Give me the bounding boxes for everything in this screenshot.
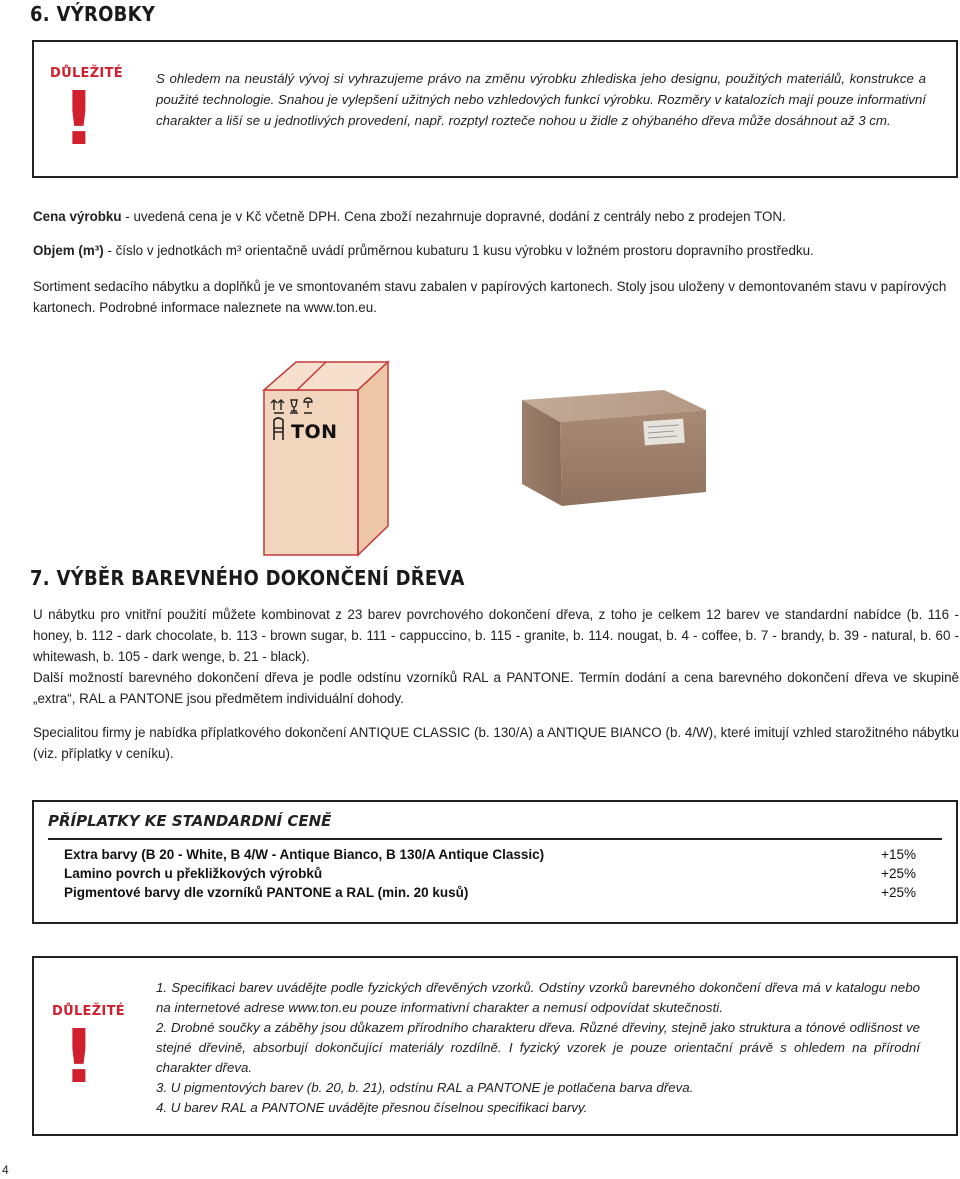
- surcharge-value: +25%: [881, 866, 916, 881]
- important-notice-1: [32, 40, 958, 178]
- wood-finish-paragraph-1: U nábytku pro vnitřní použití můžete kombinovat z 23 barev povrchového dokončení dřeva, z toho je celkem 12 barev ve standardní nabídce (b. 116 - honey, b. 112 - dark chocolate, b. 113 - brown sugar, b. 111 - cappuccino, b. 115 - granite, b. 114. nougat, b. 4 - coffee, b. 7 - brandy, b. 39 - natural, b. 60 - whitewash, b. 105 - dark wenge, b. 21 - black).: [33, 607, 959, 664]
- ton-box-illustration: [262, 360, 402, 560]
- notice-2-list: [156, 978, 920, 1118]
- notice-2-item: 1. Specifikaci barev uvádějte podle fyzických dřevěných vzorků. Odstíny vzorků barevného dokončení dřeva má v katalogu nebo na internetové adrese www.ton.eu pouze informativní charakter a nemusí odpovídat skutečnosti.: [156, 980, 920, 1015]
- product-info: [33, 206, 955, 318]
- volume-label: Objem (m³): [33, 243, 104, 258]
- surcharge-label: Pigmentové barvy dle vzorníků PANTONE a RAL (min. 20 kusů): [64, 885, 469, 900]
- notice-1-text: S ohledem na neustálý vývoj si vyhrazujeme právo na změnu výrobku zhlediska jeho designu, použitých materiálů, konstrukce a použité technologie. Snahou je vylepšení užitných nebo vzhledových funkcí výrobku. Rozměry v katalozích mají pouze informativní charakter a liší se u jednotlivých provedení, např. rozptyl rozteče nohou u židle z ohýbaného dřeva může dosáhnout až 3 cm.: [156, 71, 926, 128]
- section-6-title: 6. VÝROBKY: [30, 2, 156, 26]
- assortment-paragraph: Sortiment sedacího nábytku a doplňků je ve smontovaném stavu zabalen v papírových kartonech. Stoly jsou uloženy v demontovaném stavu v papírových kartonech. Podrobné informace naleznete na www.ton.eu.: [33, 279, 947, 315]
- section-7-title: 7. VÝBĚR BAREVNÉHO DOKONČENÍ DŘEVA: [30, 566, 465, 590]
- surcharges-box: [32, 800, 958, 924]
- price-text: - uvedená cena je v Kč včetně DPH. Cena zboží nezahrnuje dopravné, dodání z centrály nebo z prodejen TON.: [121, 209, 786, 224]
- surcharge-label: Lamino povrch u překližkových výrobků: [64, 866, 323, 881]
- surcharge-row: [64, 866, 916, 886]
- volume-paragraph: [33, 240, 955, 261]
- important-label: DŮLEŽITÉ: [52, 1004, 125, 1019]
- ton-logo-text: TON: [291, 421, 338, 443]
- wood-finish-paragraph-2: Další možností barevného dokončení dřeva je podle odstínu vzorníků RAL a PANTONE. Termín dodání a cena barevného dokončení dřeva ve skupině „extra“, RAL a PANTONE jsou předmětem individuální dohody.: [33, 670, 959, 706]
- surcharge-label: Extra barvy (B 20 - White, B 4/W - Antique Bianco, B 130/A Antique Classic): [64, 847, 545, 862]
- important-notice-2: [32, 956, 958, 1136]
- surcharge-row: [64, 847, 916, 867]
- box-side: [358, 362, 388, 555]
- price-label: Cena výrobku: [33, 209, 122, 224]
- exclamation-icon: !: [62, 1014, 96, 1100]
- important-label: DŮLEŽITÉ: [50, 66, 123, 81]
- surcharge-value: +25%: [881, 885, 916, 900]
- section-7-body: [33, 604, 959, 764]
- notice-2-item: 3. U pigmentových barev (b. 20, b. 21), odstínu RAL a PANTONE je potlačena barva dřeva.: [156, 1080, 694, 1095]
- wood-finish-paragraph-3: Specialitou firmy je nabídka příplatkového dokončení ANTIQUE CLASSIC (b. 130/A) a ANTIQUE BIANCO (b. 4/W), které imitují vzhled starožitného nábytku (viz. příplatky v ceníku).: [33, 725, 959, 761]
- box-front: [264, 390, 358, 555]
- surcharges-title: PŘÍPLATKY KE STANDARDNÍ CENĚ: [48, 812, 332, 830]
- volume-text: - číslo v jednotkách m³ orientačně uvádí průměrnou kubaturu 1 kusu výrobku v ložném prostoru dopravního prostředku.: [103, 243, 814, 258]
- exclamation-icon: !: [62, 76, 96, 162]
- surcharge-value: +15%: [881, 847, 916, 862]
- notice-2-item: 2. Drobné součky a záběhy jsou důkazem přírodního charakteru dřeva. Různé dřeviny, stejně jako struktura a tónové odlišnost ve stejné dřevině, absorbují dokončující materiály rozdílně. I fyzický vzorek je pouze orientační právě s ohledem na přírodní charakter dřeva.: [156, 1020, 920, 1075]
- surcharge-row: [64, 885, 916, 905]
- notice-2-item: 4. U barev RAL a PANTONE uvádějte přesnou číselnou specifikaci barvy.: [156, 1100, 588, 1115]
- cardboard-box-photo: [514, 380, 714, 510]
- surcharges-divider: [48, 838, 942, 840]
- price-paragraph: [33, 206, 955, 227]
- page-number: 4: [2, 1163, 9, 1177]
